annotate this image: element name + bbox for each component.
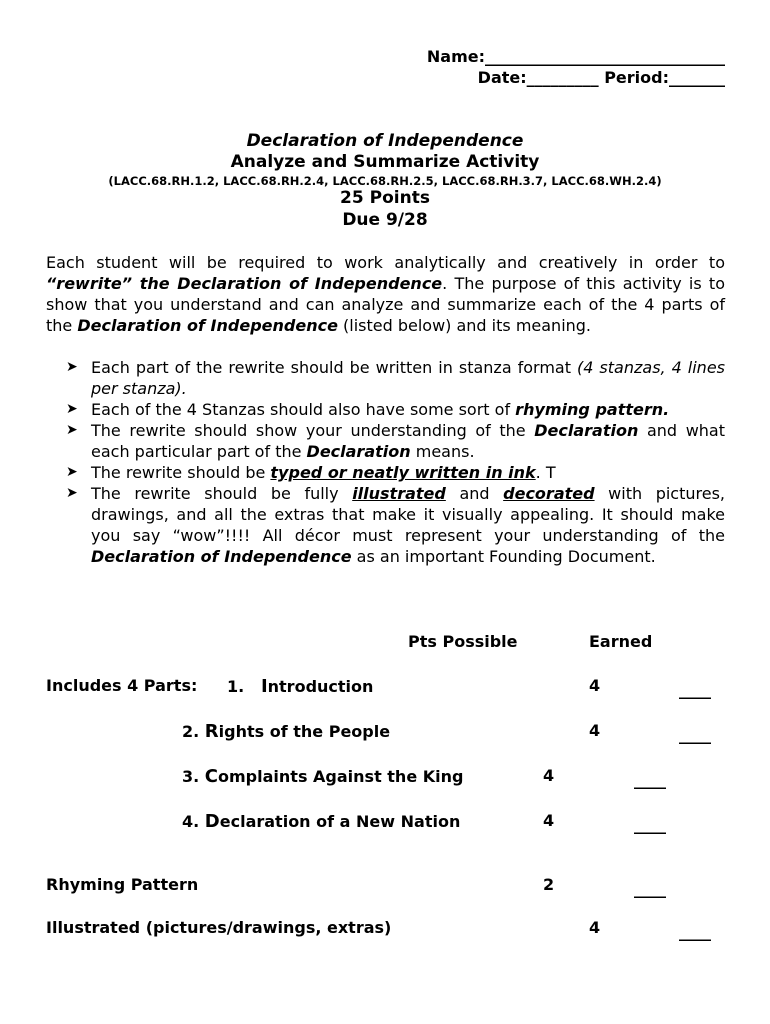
intro-paragraph: Each student will be required to work analytically and creatively in order to “rewrite” the Declaration of Independence. The purpose of this activity is to show that you understand and can analyze and summarize each of the 4 parts of the Declaration of Independence (listed below) and its meaning.: [46, 253, 725, 335]
points-possible: 4: [543, 766, 555, 785]
list-item: ➤ Each of the 4 Stanzas should also have some sort of rhyming pattern.: [66, 400, 670, 419]
earned-blank[interactable]: ____: [634, 879, 666, 898]
standards-codes: (LACC.68.RH.1.2, LACC.68.RH.2.4, LACC.68.RH.2.5, LACC.68.RH.3.7, LACC.68.WH.2.4): [108, 174, 662, 188]
col-header-possible: Pts Possible: [408, 632, 518, 651]
list-item: ➤ The rewrite should be fully illustrated and decorated with pictures, drawings, and all the extras that make it visually appealing. It should make you say “wow”!!!! All décor must represent your understanding of the Declaration of Independence as an important Founding Document.: [66, 484, 726, 566]
rubric-row-part-1: 1. Introduction: [227, 676, 374, 697]
document-subtitle: Analyze and Summarize Activity: [230, 152, 540, 172]
points-total: 25 Points: [340, 188, 430, 208]
arrow-bullet-icon: ➤: [66, 485, 78, 501]
arrow-bullet-icon: ➤: [66, 422, 78, 438]
earned-blank[interactable]: ____: [634, 815, 666, 834]
points-possible: 4: [543, 811, 555, 830]
earned-blank[interactable]: ____: [634, 770, 666, 789]
arrow-bullet-icon: ➤: [66, 359, 78, 375]
points-possible: 2: [543, 875, 555, 894]
document-title: Declaration of Independence: [246, 131, 524, 151]
earned-blank[interactable]: ____: [679, 922, 711, 941]
earned-blank[interactable]: ____: [679, 725, 711, 744]
list-item: ➤ Each part of the rewrite should be written in stanza format (4 stanzas, 4 lines per stanza).: [66, 358, 726, 398]
rubric-row-part-2: 2. Rights of the People: [182, 721, 391, 742]
points-possible: 4: [589, 721, 601, 740]
earned-blank[interactable]: ____: [679, 680, 711, 699]
list-item: ➤ The rewrite should be typed or neatly written in ink. T: [66, 463, 556, 482]
rubric-row-part-4: 4. Declaration of a New Nation: [182, 811, 461, 832]
requirements-list: [66, 357, 725, 567]
arrow-bullet-icon: ➤: [66, 464, 78, 480]
date-period-line[interactable]: Date:_________ Period:_______: [477, 68, 725, 87]
rubric-row-part-3: 3. Complaints Against the King: [182, 766, 464, 787]
arrow-bullet-icon: ➤: [66, 401, 78, 417]
col-header-earned: Earned: [589, 632, 653, 651]
due-date: Due 9/28: [342, 210, 428, 230]
rubric-row-illustrated: Illustrated (pictures/drawings, extras): [46, 918, 392, 937]
points-possible: 4: [589, 918, 601, 937]
rubric-row-rhyming: Rhyming Pattern: [46, 875, 199, 894]
includes-label: Includes 4 Parts:: [46, 676, 198, 695]
list-item: ➤ The rewrite should show your understanding of the Declaration and what each particular part of the Declaration means.: [66, 421, 725, 461]
points-possible: 4: [589, 676, 601, 695]
name-line[interactable]: Name:______________________________: [426, 47, 725, 66]
